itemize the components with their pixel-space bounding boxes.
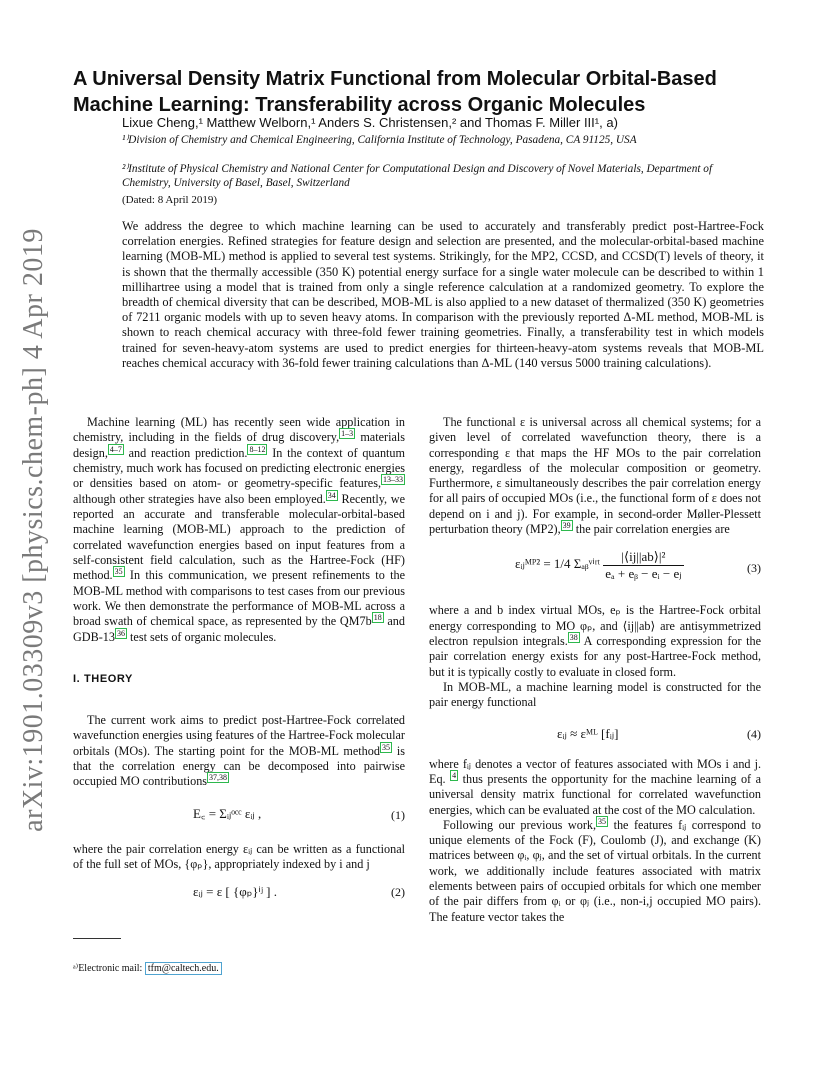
feature-vector-paragraph: where fᵢⱼ denotes a vector of features associated with MOs i and j. Eq. $^4$ thus presents the opportunity for the machine learning of a universal density matrix functional for correlated wavefunction energies, which can be evaluated at the cost of the MO calculation. xyxy=(429,756,762,817)
citation-link[interactable]: 37,38 xyxy=(209,773,228,783)
citation-link[interactable]: 36 xyxy=(116,628,125,638)
citation-link[interactable]: 13–33 xyxy=(383,475,403,485)
citation-link[interactable]: 35 xyxy=(114,567,123,577)
section-heading-theory: I. THEORY xyxy=(73,672,133,685)
equation-1-number: (1) xyxy=(391,807,405,822)
citation-link[interactable]: 39 xyxy=(562,521,571,531)
right-column xyxy=(429,415,761,925)
affiliation-1: ¹⁾Division of Chemistry and Chemical Engineering, California Institute of Technology, Pasadena, CA 91125, USA xyxy=(122,134,637,146)
left-column xyxy=(73,415,405,912)
arxiv-side-identifier: arXiv:1901.03309v3 [physics.chem-ph] 4 Apr 2019 xyxy=(18,228,49,832)
affiliation-2: ²⁾Institute of Physical Chemistry and National Center for Computational Design and Discovery of Novel Materials, Department of Chemistry, University of Basel, Basel, Switzerland xyxy=(122,163,713,189)
equation-reference-link[interactable]: 4 xyxy=(452,770,457,780)
abstract: We address the degree to which machine learning can be used to accurately and transferably predict post-Hartree-Fock correlation energies. Refined strategies for feature design and selection are presented, and the molecular-orbital-based machine learning (MOB-ML) method is applied to several test systems. Strikingly, for the MP2, CCSD, and CCSD(T) levels of theory, it is shown that the thermally accessible (350 K) potential energy surface for a single water molecule can be described to within 1 millihartree using a model that is trained from only a single reference calculation at a randomized geometry. To explore the breadth of chemical diversity that can be described, MOB-ML is also applied to a new dataset of thermalized (350 K) geometries of 7211 organic models with up to seven heavy atoms. In comparison with the previously reported Δ-ML method, MOB-ML is shown to reach chemical accuracy with three-fold fewer training geometries. Finally, a transferability test in which models trained for seven-heavy-atom systems are used to predict energies for thirteen-heavy-atom systems reveals that MOB-ML reaches chemical accuracy with 36-fold fewer training calculations than Δ-ML (140 versus 5000 training calculations). xyxy=(122,219,764,370)
title-line-1: A Universal Density Matrix Functional from Molecular Orbital-Based xyxy=(73,68,717,90)
intro-paragraph: Machine learning (ML) has recently seen wide application in chemistry, including in the fields of drug discovery, $^{1-3}$ materials design, $^{4-7}$ and reaction prediction. $^{8-12}$ In the context of quantum chemistry, much work has focused on predicting electronic energies or densities based on atom- or geometry-specific features, $^{13-33}$ although other strategies have also been employed. $^{34}$ Recently, we reported an accurate and transferable molecular-orbital-based machine learning (MOB-ML) approach to the prediction of correlated wavefunction energies based on input features from a self-consistent field calculation, such as the Hartree-Fock (HF) method. $^{35}$ In this communication, we present refinements to the MOB-ML method with comparisons to test cases from our previous work. We then demonstrate the performance of MOB-ML across a broad swath of chemical space, as represented by the QM7b $^{18}$ and GDB-13 $^{36}$ test sets of organic molecules. xyxy=(73,415,405,644)
equation-4-block xyxy=(429,711,761,757)
theory-paragraph: The current work aims to predict post-Hartree-Fock correlated wavefunction energies using features of the Hartree-Fock molecular orbitals (MOs). The starting point for the MOB-ML method $^{35}$ is that the correlation energy can be decomposed into pairwise occupied MO contributions $^{37,38}$ xyxy=(73,713,405,789)
title-line-2: Machine Learning: Transferability across Organic Molecules xyxy=(73,94,646,116)
equation-4-number: (4) xyxy=(747,726,761,741)
paper-title xyxy=(73,66,773,118)
equation-1: E꜀ = Σᵢⱼᵒᶜᶜ εᵢⱼ , xyxy=(193,805,262,821)
equation-2-number: (2) xyxy=(391,885,405,900)
citation-link[interactable]: 8–12 xyxy=(249,444,266,454)
citation-link[interactable]: 1–3 xyxy=(341,429,354,439)
author-list: Lixue Cheng,¹ Matthew Welborn,¹ Anders S. Christensen,² and Thomas F. Miller III¹, a) xyxy=(122,115,618,130)
footnote: ᵃ⁾Electronic mail: tfm@caltech.edu. xyxy=(73,963,222,974)
features-paragraph: Following our previous work, $^{35}$ the features fᵢⱼ correspond to unique elements of the Fock (F), Coulomb (J), and exchange (K) matrices between φᵢ, φⱼ, and the set of virtual orbitals. In the current work, we additionally include features associated with matrix elements between pairs of occupied orbitals for which one member of the pair differs from φᵢ or φⱼ (i.e., non-i,j occupied MO pairs). The feature vector takes the xyxy=(429,816,761,924)
functional-paragraph: The functional ε is universal across all chemical systems; for a given level of correlated wavefunction theory, there is a corresponding ε that maps the HF MOs to the pair correlation energy, regardless of the molecular composition or geometry. Furthermore, ε simultaneously describes the pair correlation energy for all pairs of occupied MOs (i.e., the functional form of ε does not depend on i and j). For example, in second-order Møller-Plessett perturbation theory (MP2), $^{39}$ the pair correlation energies are xyxy=(429,415,761,537)
date-line: (Dated: 8 April 2019) xyxy=(122,194,218,206)
citation-link[interactable]: 4–7 xyxy=(109,444,122,454)
citation-link[interactable]: 35 xyxy=(598,816,607,826)
equation-3: εᵢⱼᴹᴾ² = 1/4 Σₐᵦᵛⁱʳᵗ $\frac{\text{|⟨ij||ab⟩|²}}{\text{eₐ + eᵦ − eᵢ − eⱼ}}$ xyxy=(515,549,682,581)
virtual-mo-paragraph: where a and b index virtual MOs, eₚ is the Hartree-Fock orbital energy corresponding to MO φₚ, and ⟨ij||ab⟩ are antisymmetrized electron repulsion integrals. $^{38}$ A corresponding expression for the pair correlation energy exists for any post-Hartree-Fock method, but it is typically costly to evaluate in closed form. xyxy=(429,603,762,679)
equation-2-block xyxy=(73,872,405,912)
pair-energy-paragraph: where the pair correlation energy εᵢⱼ can be written as a functional of the full set of MOs, {φₚ}, appropriately indexed by i and j xyxy=(73,841,405,872)
equation-3-block xyxy=(429,537,761,603)
footnote-rule xyxy=(73,938,121,939)
citation-link[interactable]: 18 xyxy=(373,613,382,623)
citation-link[interactable]: 38 xyxy=(569,633,578,643)
equation-1-block xyxy=(73,790,405,842)
equation-2: εᵢⱼ = ε [ {φₚ}ⁱʲ ] . xyxy=(193,884,277,900)
email-link[interactable]: tfm@caltech.edu. xyxy=(145,962,222,975)
equation-4: εᵢⱼ ≈ εᴹᴸ [fᵢⱼ] xyxy=(557,725,619,741)
mobml-paragraph: In MOB-ML, a machine learning model is constructed for the pair energy functional xyxy=(429,679,761,710)
citation-link[interactable]: 35 xyxy=(381,742,390,752)
citation-link[interactable]: 34 xyxy=(327,490,336,500)
equation-3-number: (3) xyxy=(747,561,761,576)
